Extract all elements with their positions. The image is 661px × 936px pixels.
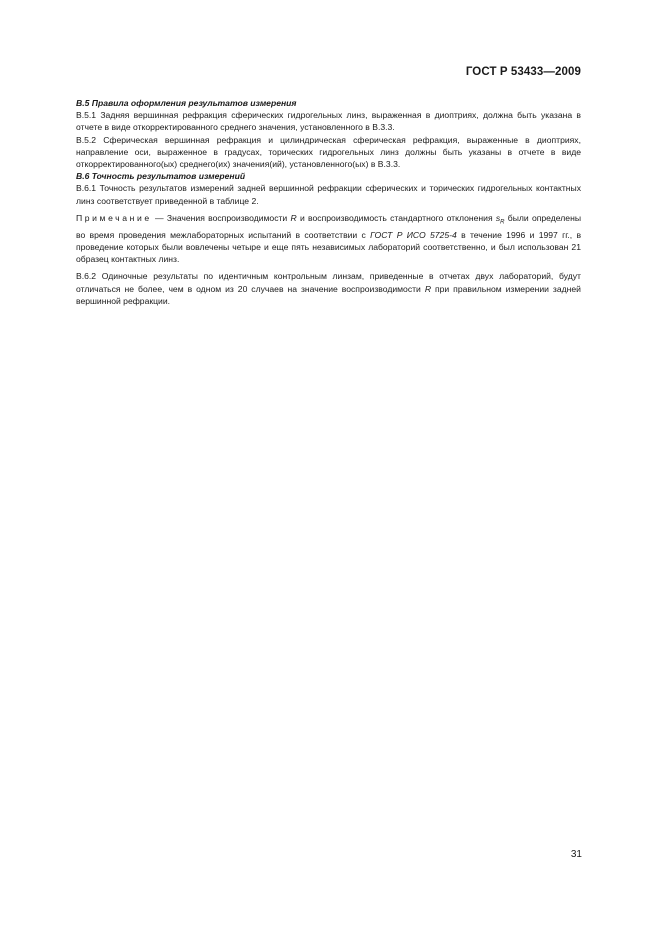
note-text-2: и воспроизводимость стандартного отклонения bbox=[296, 212, 496, 223]
note-text-4: в течение 1996 и 1997 гг., в проведение которых были вовлечены четыре и еще пять независимых лабораторий соответственно, и был использован 21 образец контактных линз. bbox=[76, 229, 582, 265]
note-symbol-s: s bbox=[495, 212, 501, 223]
paragraph-b51-text: B.5.1 Задняя вершинная рефракция сферических гидрогельных линз, выраженная в диоптриях, должна быть указана в отчете в виде откорректированного среднего значения, установленного в В.3.3. bbox=[76, 110, 581, 133]
paragraph-b52 bbox=[76, 134, 581, 171]
page-number: 31 bbox=[570, 849, 582, 860]
paragraph-b62-symbol-r: R bbox=[424, 283, 432, 294]
paragraph-b62 bbox=[76, 270, 581, 307]
note-standard-reference: ГОСТ Р ИСО 5725-4 bbox=[370, 229, 457, 240]
note-paragraph bbox=[76, 212, 581, 266]
note-symbol-s-subscript: R bbox=[500, 219, 505, 226]
note-text-3: были определены во время проведения межлабораторных испытаний в соответствии с bbox=[76, 212, 581, 240]
note-symbol-r: R bbox=[290, 212, 297, 223]
section-heading-b5 bbox=[76, 97, 581, 109]
paragraph-b62-text-1: B.6.2 Одиночные результаты по идентичным контрольным линзам, приведенные в отчетах двух лабораторий, будут отличаться не более, чем в одном из 20 случаев на значение воспроизводимости bbox=[76, 271, 581, 294]
paragraph-b62-text-2: при правильном измерении задней вершинной рефракции. bbox=[76, 283, 581, 306]
paragraph-b51 bbox=[76, 109, 581, 133]
note-text-1: — Значения воспроизводимости bbox=[151, 212, 291, 223]
section-heading-b6 bbox=[76, 170, 581, 182]
paragraph-b61-text: B.6.1 Точность результатов измерений задней вершинной рефракции сферических и торических гидрогельных контактных линз соответствует приведенной в таблице 2. bbox=[76, 183, 581, 206]
section-heading-b5-text: B.5 Правила оформления результатов измерения bbox=[76, 98, 297, 108]
document-code: ГОСТ Р 53433—2009 bbox=[465, 66, 581, 78]
paragraph-b61 bbox=[76, 182, 581, 206]
section-heading-b6-text: B.6 Точность результатов измерений bbox=[76, 171, 246, 182]
page-body bbox=[76, 97, 581, 307]
note-label: Примечание bbox=[76, 212, 152, 223]
paragraph-b52-text: B.5.2 Сферическая вершинная рефракция и цилиндрическая сферическая рефракция, выраженные в диоптриях, направление оси, выраженное в градусах, торических гидрогельных линз должны быть указаны в отчете в виде откорректированного(ых) среднего(их) значения(ий), установленного(ых) в В.3.3. bbox=[76, 134, 581, 170]
